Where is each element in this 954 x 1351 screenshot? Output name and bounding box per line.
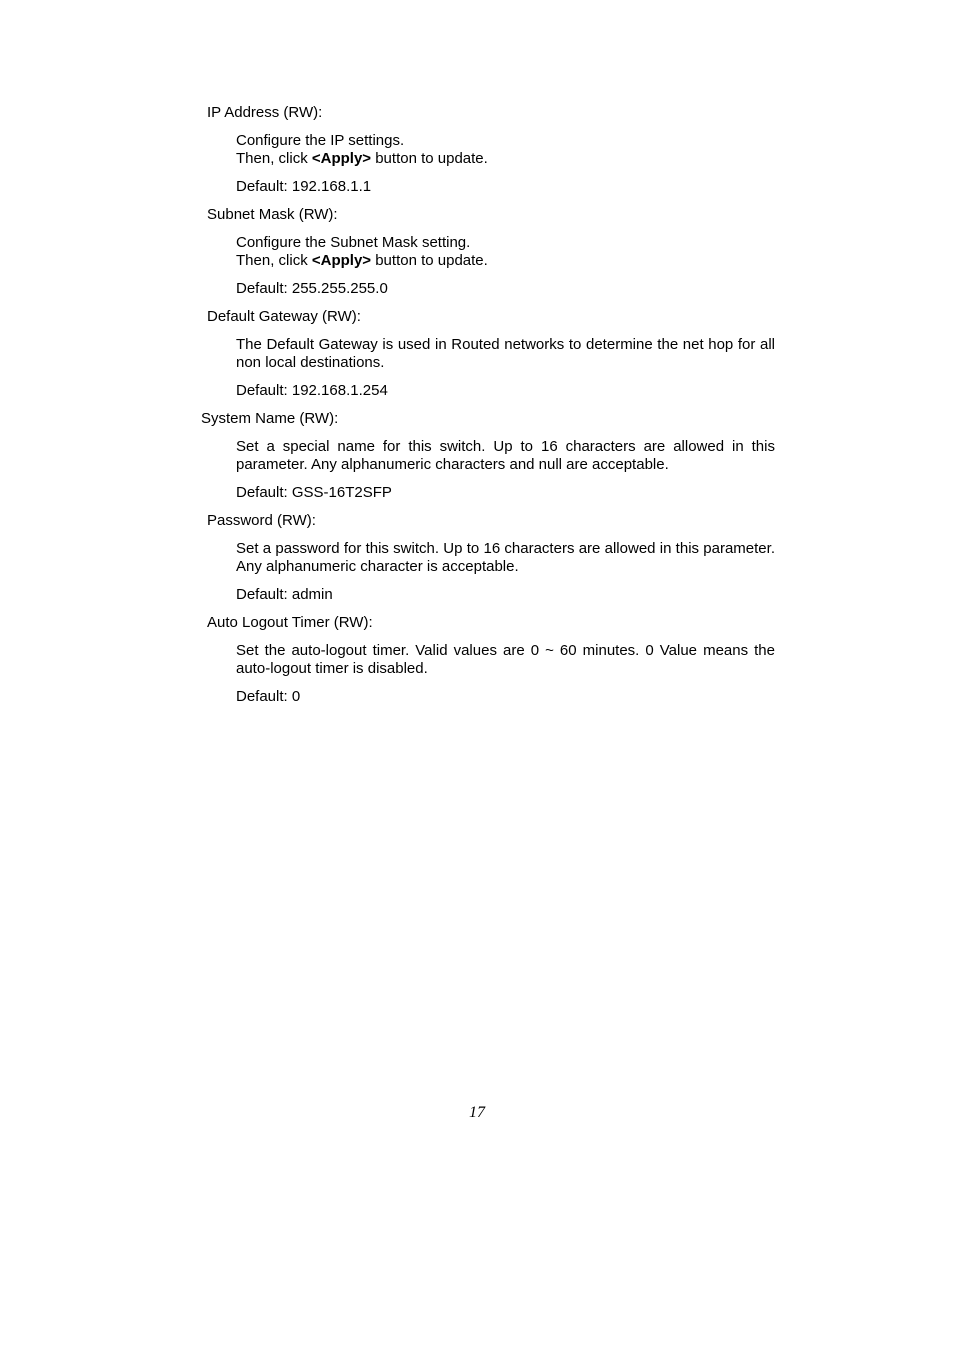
description-line: Configure the IP settings. [236, 132, 405, 149]
default-gateway-heading: Default Gateway (RW): [207, 308, 361, 325]
text-fragment: button to update. [371, 252, 488, 269]
document-body [0, 104, 954, 716]
ip-address-description [0, 132, 775, 168]
system-name-heading: System Name (RW): [201, 410, 339, 427]
auto-logout-timer-heading: Auto Logout Timer (RW): [207, 614, 373, 631]
password-default: Default: admin [236, 586, 333, 603]
text-fragment: Then, click [236, 150, 312, 167]
description-line: Configure the Subnet Mask setting. [236, 234, 471, 251]
ip-address-heading: IP Address (RW): [207, 104, 323, 121]
apply-keyword: <Apply> [311, 150, 372, 167]
password-description: Set a password for this switch. Up to 16 characters are allowed in this parameter. Any alphanumeric character is acceptable. [236, 540, 775, 575]
subnet-mask-description [0, 234, 775, 270]
password-heading: Password (RW): [207, 512, 316, 529]
system-name-description: Set a special name for this switch. Up to 16 characters are allowed in this parameter. Any alphanumeric characters and null are acceptable. [236, 438, 775, 473]
description-line [236, 252, 775, 270]
subnet-mask-default: Default: 255.255.255.0 [236, 280, 388, 297]
apply-keyword: <Apply> [311, 252, 372, 269]
description-line [236, 150, 775, 168]
subnet-mask-heading: Subnet Mask (RW): [207, 206, 338, 223]
default-gateway-default: Default: 192.168.1.254 [236, 382, 388, 399]
text-fragment: Then, click [236, 252, 312, 269]
page-number: 17 [469, 1104, 485, 1121]
auto-logout-timer-description: Set the auto-logout timer. Valid values are 0 ~ 60 minutes. 0 Value means the auto-logout timer is disabled. [236, 642, 775, 677]
default-gateway-description: The Default Gateway is used in Routed networks to determine the net hop for all non local destinations. [236, 336, 775, 371]
auto-logout-timer-default: Default: 0 [236, 688, 301, 705]
text-fragment: button to update. [371, 150, 488, 167]
ip-address-default: Default: 192.168.1.1 [236, 178, 372, 195]
system-name-default: Default: GSS-16T2SFP [236, 484, 392, 501]
